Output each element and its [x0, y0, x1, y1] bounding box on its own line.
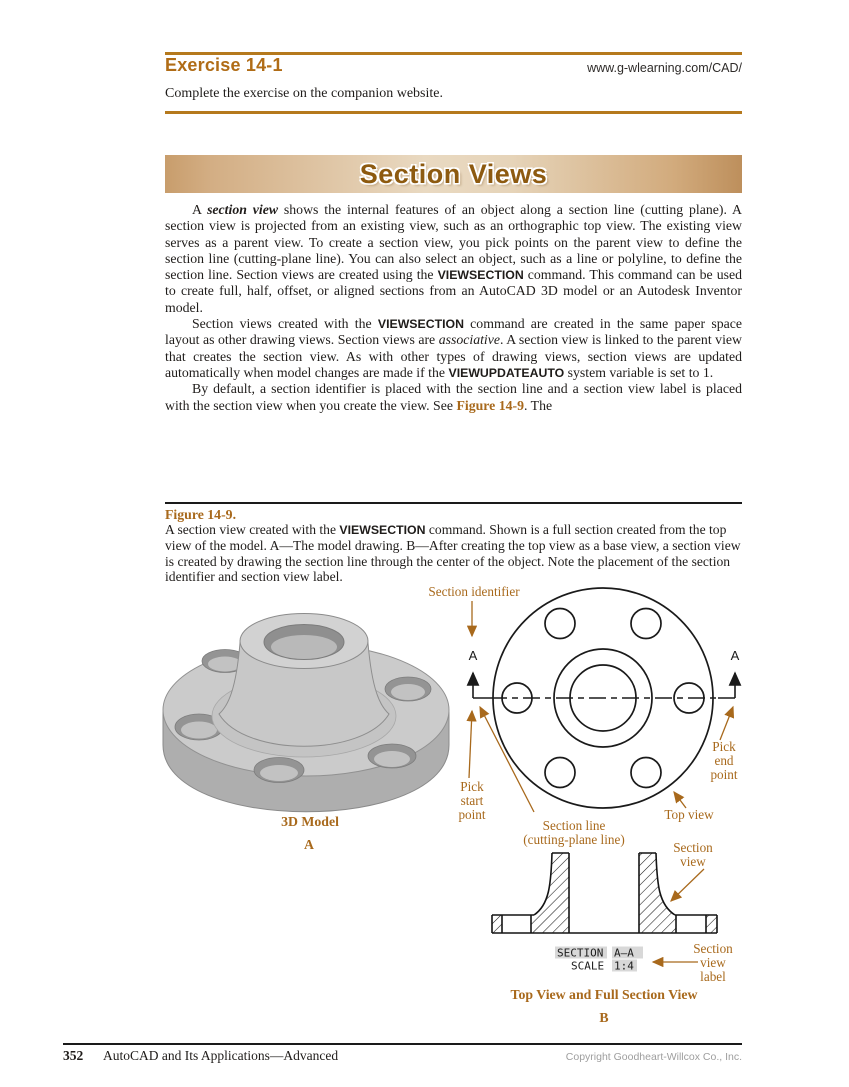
section-word: SECTION	[557, 946, 604, 960]
copyright-notice: Copyright Goodheart-Willcox Co., Inc.	[565, 1051, 742, 1063]
svg-text:(cutting-plane line): (cutting-plane line)	[523, 832, 625, 847]
svg-text:Pick: Pick	[712, 739, 736, 754]
part-b-marker: B	[599, 1010, 609, 1025]
footer-rule	[63, 1043, 742, 1045]
svg-text:end: end	[714, 753, 734, 768]
svg-text:start: start	[460, 793, 484, 808]
exercise-subtitle: Complete the exercise on the companion website.	[165, 86, 443, 101]
paragraph-3: By default, a section identifier is placed with the section line and a section view label is placed with the section view when you create the view. See Figure 14-9. The	[165, 381, 742, 413]
svg-text:point: point	[710, 767, 738, 782]
figure-caption: A section view created with the VIEWSECTION command. Shown is a full section created from the top view of the model. A—The model drawing. B—After creating the top view as a base view, a section view is created by drawing the section line through the center of the object. Note the placement of the section identifier and section view label.	[165, 522, 741, 584]
section-view-pointer-label	[673, 840, 713, 869]
svg-text:Section line: Section line	[542, 818, 606, 833]
top-view-label: Top view	[664, 807, 714, 822]
svg-text:Section: Section	[693, 941, 733, 956]
paragraph-2: Section views created with the VIEWSECTION command are created in the same paper space layout as other drawing views. Section views are associative. A section view is linked to the parent view that creates the section view. As with other types of drawing views, section views are updated automatically when model changes are made if the VIEWUPDATEAUTO system variable is set to 1.	[165, 316, 742, 380]
svg-text:view: view	[700, 955, 726, 970]
3d-model-label: 3D Model	[281, 814, 339, 829]
svg-text:Pick: Pick	[460, 779, 484, 794]
svg-text:view: view	[680, 854, 706, 869]
section-id-text: A—A	[614, 946, 634, 960]
scale-value: 1:4	[614, 959, 634, 973]
scale-word: SCALE	[571, 959, 605, 973]
page-number: 352	[63, 1048, 84, 1063]
exercise-title: Exercise 14-1	[165, 55, 283, 75]
section-view-label-pointer	[693, 941, 733, 984]
section-identifier-label: Section identifier	[428, 584, 520, 599]
book-title: AutoCAD and Its Applications—Advanced	[103, 1048, 339, 1063]
page-title: Section Views	[359, 159, 548, 189]
svg-text:label: label	[700, 969, 726, 984]
3d-model-image	[163, 614, 449, 812]
figure-b-caption: Top View and Full Section View	[510, 987, 698, 1002]
section-identifier-a-right: A	[730, 648, 740, 663]
paragraph-1: A section view shows the internal features of an object along a section line (cutting plane). A section view is projected from an existing view, such as an orthographic top view. The existing view serves as a parent view. To create a section view, you pick points on the parent view to define the section line (cutting-plane line). You can also select an object, such as a line or polyline, to define the section line. Section views are created using the VIEWSECTION command. This command can be used to create full, half, offset, or aligned sections from an AutoCAD 3D model or an Autodesk Inventor model.	[165, 202, 742, 315]
annotation-arrows	[469, 601, 733, 962]
svg-text:Section: Section	[673, 840, 713, 855]
companion-url: www.g-wlearning.com/CAD/	[587, 61, 742, 75]
pick-start-point-label	[458, 779, 485, 822]
part-a-marker: A	[304, 837, 314, 852]
pick-end-point-label	[710, 739, 737, 782]
section-identifier-a-left: A	[468, 648, 478, 663]
section-view-label	[555, 947, 643, 973]
svg-text:point: point	[458, 807, 486, 822]
figure-heading: Figure 14-9.	[165, 507, 237, 522]
section-line-label	[523, 818, 624, 847]
